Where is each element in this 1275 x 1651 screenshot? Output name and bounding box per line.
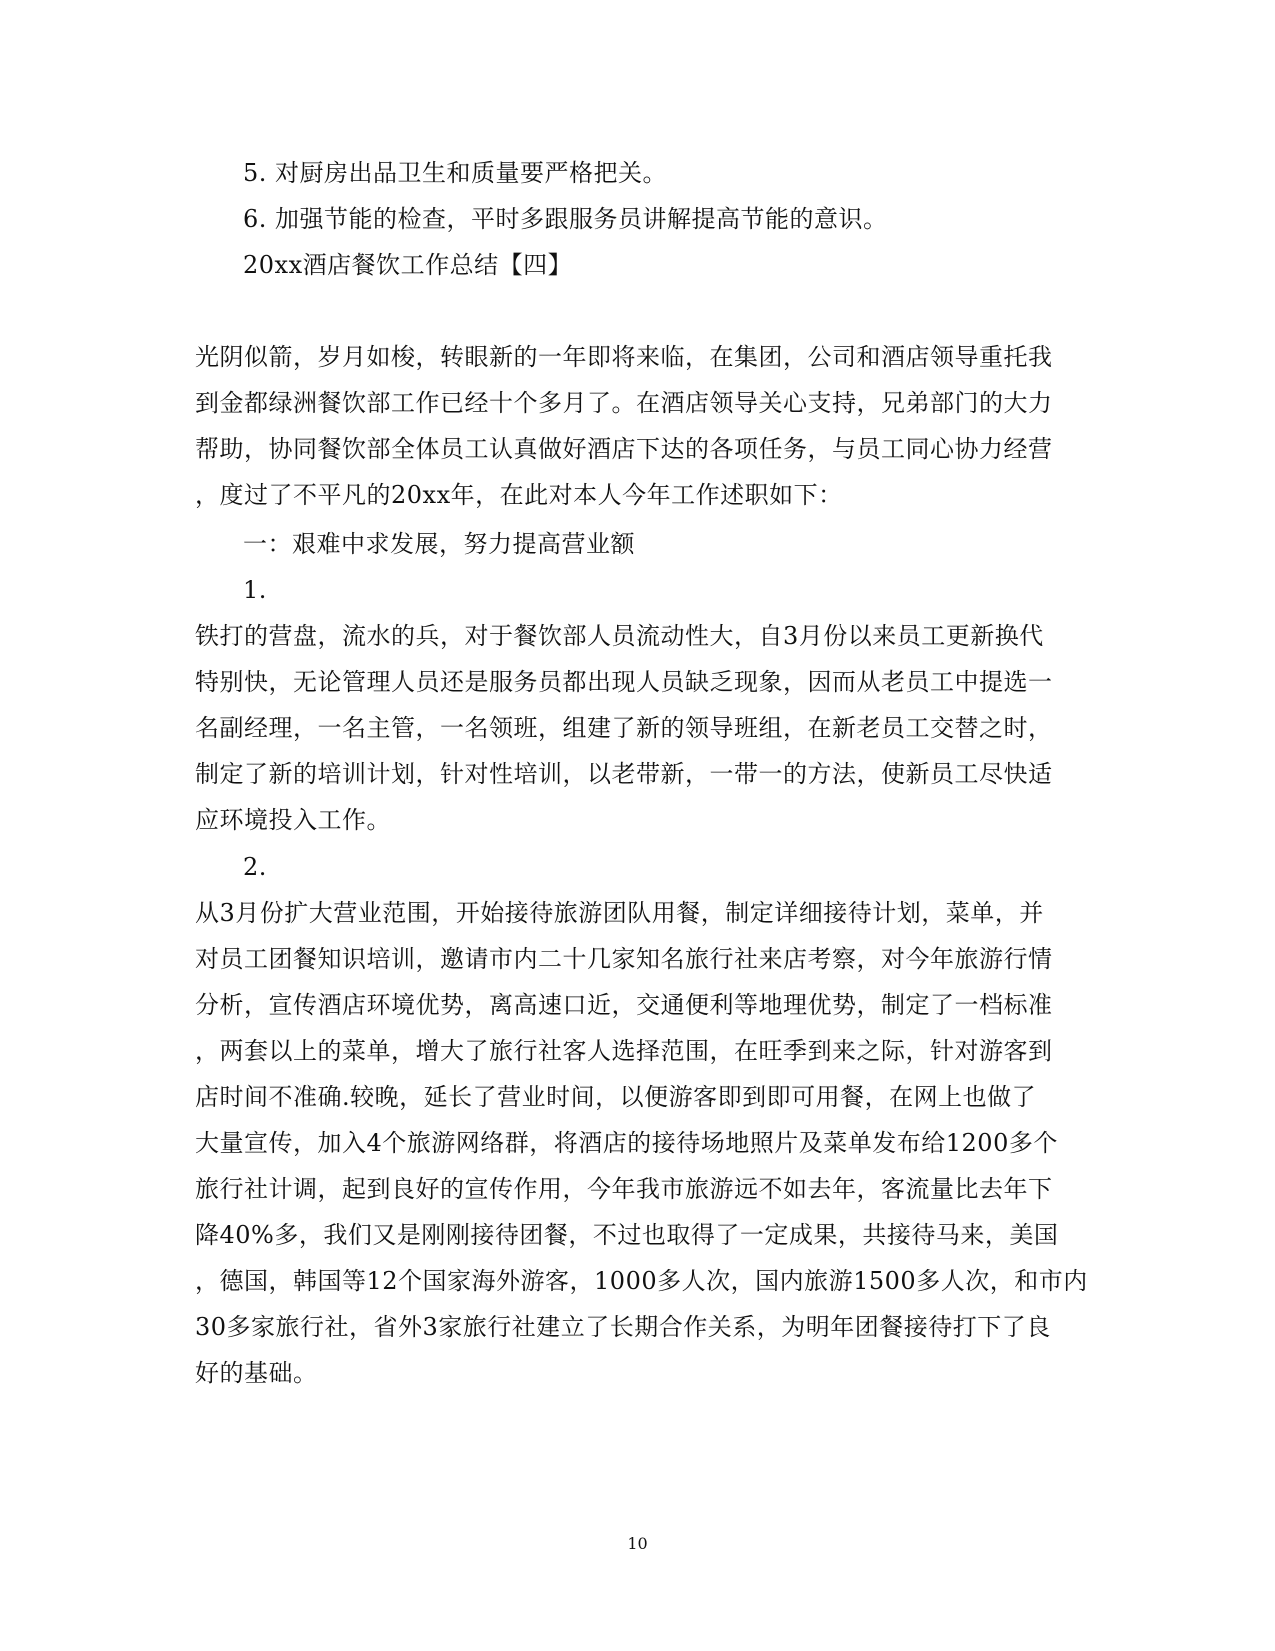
paragraph-line: ，两套以上的菜单，增大了旅行社客人选择范围，在旺季到来之际，针对游客到: [195, 1037, 1053, 1065]
paragraph-line: 降40%多，我们又是刚刚接待团餐，不过也取得了一定成果，共接待马来，美国: [195, 1221, 1059, 1249]
paragraph-line: 特别快，无论管理人员还是服务员都出现人员缺乏现象，因而从老员工中提选一: [195, 668, 1053, 696]
section-heading: 一：艰难中求发展，努力提高营业额: [243, 530, 635, 558]
paragraph-line: 到金都绿洲餐饮部工作已经十个多月了。在酒店领导关心支持，兄弟部门的大力: [195, 389, 1053, 417]
list-item-5: 5. 对厨房出品卫生和质量要严格把关。: [243, 159, 668, 187]
paragraph-line: 从3月份扩大营业范围，开始接待旅游团队用餐，制定详细接待计划，菜单，并: [195, 899, 1044, 927]
item-number: 2.: [243, 853, 267, 881]
item-number: 1.: [243, 576, 267, 604]
paragraph-line: 帮助，协同餐饮部全体员工认真做好酒店下达的各项任务，与员工同心协力经营: [195, 435, 1053, 463]
paragraph-line: 对员工团餐知识培训，邀请市内二十几家知名旅行社来店考察，对今年旅游行情: [195, 945, 1053, 973]
page-number: 10: [627, 1534, 648, 1553]
paragraph-line: 铁打的营盘，流水的兵，对于餐饮部人员流动性大，自3月份以来员工更新换代: [195, 622, 1044, 650]
paragraph-line: ，度过了不平凡的20xx年，在此对本人今年工作述职如下：: [195, 481, 843, 509]
paragraph-line: 分析，宣传酒店环境优势，离高速口近，交通便利等地理优势，制定了一档标准: [195, 991, 1053, 1019]
paragraph-line: 大量宣传，加入4个旅游网络群，将酒店的接待场地照片及菜单发布给1200多个: [195, 1129, 1058, 1157]
paragraph-line: 好的基础。: [195, 1359, 318, 1387]
section-title: 20xx酒店餐饮工作总结【四】: [243, 251, 573, 279]
paragraph-line: 光阴似箭，岁月如梭，转眼新的一年即将来临，在集团，公司和酒店领导重托我: [195, 343, 1053, 371]
list-item-6: 6. 加强节能的检查，平时多跟服务员讲解提高节能的意识。: [243, 205, 888, 233]
paragraph-line: 店时间不准确.较晚，延长了营业时间，以便游客即到即可用餐，在网上也做了: [195, 1083, 1037, 1111]
paragraph-line: 应环境投入工作。: [195, 806, 391, 834]
paragraph-line: 30多家旅行社，省外3家旅行社建立了长期合作关系，为明年团餐接待打下了良: [195, 1313, 1051, 1341]
paragraph-line: 名副经理，一名主管，一名领班，组建了新的领导班组，在新老员工交替之时，: [195, 714, 1053, 742]
paragraph-line: 旅行社计调，起到良好的宣传作用，今年我市旅游远不如去年，客流量比去年下: [195, 1175, 1053, 1203]
paragraph-line: ，德国，韩国等12个国家海外游客，1000多人次，国内旅游1500多人次，和市内: [195, 1267, 1088, 1295]
paragraph-line: 制定了新的培训计划，针对性培训，以老带新，一带一的方法，使新员工尽快适: [195, 760, 1053, 788]
